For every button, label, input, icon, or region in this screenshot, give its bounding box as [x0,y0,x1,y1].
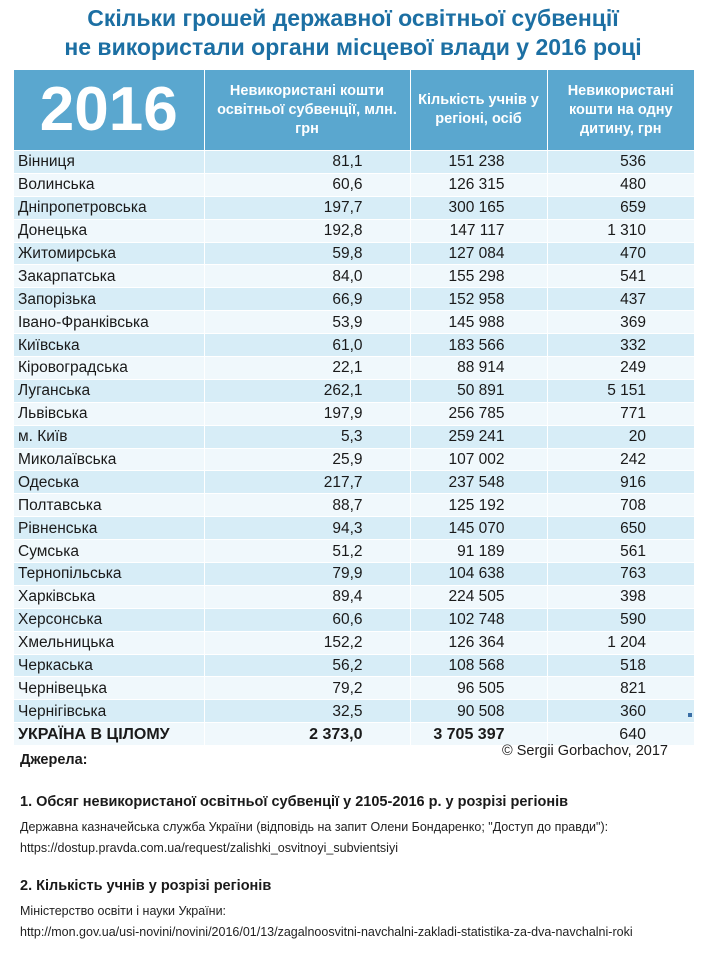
cell-per-child: 650 [547,517,694,540]
cell-unused: 81,1 [204,151,410,174]
cell-unused: 56,2 [204,654,410,677]
cell-per-child: 437 [547,288,694,311]
cell-region: УКРАЇНА В ЦІЛОМУ [14,723,204,745]
cell-region: Житомирська [14,242,204,265]
page-title [0,4,706,62]
table-row [14,540,694,563]
cell-region: Івано-Франківська [14,311,204,334]
cell-students: 147 117 [410,219,547,242]
cell-unused: 25,9 [204,448,410,471]
cell-students: 96 505 [410,677,547,700]
cell-students: 259 241 [410,425,547,448]
cell-per-child: 640 [547,723,694,745]
cell-per-child: 771 [547,402,694,425]
cell-per-child: 659 [547,196,694,219]
table-total-row [14,723,694,745]
column-header-unused: Невикористані кошти освітньої субвенції, млн. грн [204,70,410,151]
cell-unused: 22,1 [204,357,410,380]
cell-region: Чернівецька [14,677,204,700]
cell-region: Вінниця [14,151,204,174]
table-row [14,654,694,677]
table-row [14,196,694,219]
cell-region: Донецька [14,219,204,242]
cell-unused: 79,9 [204,563,410,586]
cell-students: 237 548 [410,471,547,494]
cell-region: Кіровоградська [14,357,204,380]
cell-per-child: 5 151 [547,379,694,402]
column-header-per-child: Невикористані кошти на одну дитину, грн [547,70,694,151]
cell-per-child: 536 [547,151,694,174]
cell-region: Дніпропетровська [14,196,204,219]
cell-per-child: 480 [547,173,694,196]
cell-students: 125 192 [410,494,547,517]
cell-region: Миколаївська [14,448,204,471]
cell-students: 145 988 [410,311,547,334]
cell-region: Харківська [14,585,204,608]
cell-unused: 217,7 [204,471,410,494]
cell-unused: 197,7 [204,196,410,219]
cell-region: Хмельницька [14,631,204,654]
column-header-students: Кількість учнів у регіоні, осіб [410,70,547,151]
cell-students: 3 705 397 [410,723,547,745]
table-row [14,700,694,723]
table-row [14,379,694,402]
table-body [14,151,694,746]
cell-per-child: 708 [547,494,694,517]
table-row [14,311,694,334]
table-row [14,425,694,448]
table-row [14,357,694,380]
cell-per-child: 1 310 [547,219,694,242]
cell-students: 127 084 [410,242,547,265]
table-row [14,402,694,425]
cell-region: Полтавська [14,494,204,517]
cell-students: 145 070 [410,517,547,540]
cell-region: Тернопільська [14,563,204,586]
cell-students: 126 315 [410,173,547,196]
cell-students: 102 748 [410,608,547,631]
source-2-link[interactable]: http://mon.gov.ua/usi-novini/novini/2016/01/13/zagalnoosvitni-navchalni-zakladi-statistika-za-dva-navchalni-roki [20,925,633,939]
source-1-link[interactable]: https://dostup.pravda.com.ua/request/zalishki_osvitnoyi_subvientsiyi [20,841,398,855]
cell-unused: 66,9 [204,288,410,311]
cell-per-child: 590 [547,608,694,631]
table-row [14,677,694,700]
cell-students: 183 566 [410,334,547,357]
cell-per-child: 369 [547,311,694,334]
cell-region: Львівська [14,402,204,425]
cell-region: Київська [14,334,204,357]
cell-per-child: 561 [547,540,694,563]
cell-students: 155 298 [410,265,547,288]
table-row [14,334,694,357]
cell-per-child: 249 [547,357,694,380]
table-row [14,563,694,586]
cell-students: 256 785 [410,402,547,425]
cell-students: 104 638 [410,563,547,586]
cell-unused: 60,6 [204,173,410,196]
cell-students: 108 568 [410,654,547,677]
cell-per-child: 360 [547,700,694,723]
cell-unused: 88,7 [204,494,410,517]
cell-unused: 5,3 [204,425,410,448]
table-row [14,585,694,608]
cell-students: 91 189 [410,540,547,563]
table-row [14,631,694,654]
title-line-2: не використали органи місцевої влади у 2016 році [64,34,642,60]
cell-unused: 94,3 [204,517,410,540]
data-table [14,70,694,745]
cell-per-child: 470 [547,242,694,265]
cell-per-child: 398 [547,585,694,608]
cell-per-child: 1 204 [547,631,694,654]
cell-students: 152 958 [410,288,547,311]
sources-label: Джерела: [20,752,88,768]
title-line-1: Скільки грошей державної освітньої субвенції [87,5,619,31]
cell-unused: 192,8 [204,219,410,242]
cell-per-child: 332 [547,334,694,357]
cell-unused: 197,9 [204,402,410,425]
cell-region: Рівненська [14,517,204,540]
cell-per-child: 763 [547,563,694,586]
table-row [14,471,694,494]
source-1-heading: 1. Обсяг невикористаної освітньої субвенції у 2105-2016 р. у розрізі регіонів [20,794,569,810]
year-label: 2016 [14,70,204,151]
cell-region: Одеська [14,471,204,494]
cell-unused: 61,0 [204,334,410,357]
cell-unused: 51,2 [204,540,410,563]
cell-unused: 60,6 [204,608,410,631]
cell-unused: 53,9 [204,311,410,334]
cell-students: 126 364 [410,631,547,654]
cell-students: 300 165 [410,196,547,219]
cell-students: 107 002 [410,448,547,471]
cell-region: Запорізька [14,288,204,311]
table-header-row [14,70,694,151]
table-row [14,173,694,196]
cell-unused: 32,5 [204,700,410,723]
table-row [14,517,694,540]
source-1-line-1: Державна казначейська служба України (відповідь на запит Олени Бондаренко; "Доступ до правди"): [20,820,609,834]
cell-students: 50 891 [410,379,547,402]
table-row [14,219,694,242]
cell-per-child: 518 [547,654,694,677]
cell-students: 88 914 [410,357,547,380]
table-row [14,494,694,517]
cell-per-child: 242 [547,448,694,471]
cell-region: Волинська [14,173,204,196]
copyright: © Sergii Gorbachov, 2017 [502,743,668,759]
cell-unused: 79,2 [204,677,410,700]
cell-unused: 89,4 [204,585,410,608]
corner-marker [688,713,692,717]
cell-region: Херсонська [14,608,204,631]
cell-region: Луганська [14,379,204,402]
cell-unused: 262,1 [204,379,410,402]
cell-region: Чернігівська [14,700,204,723]
cell-region: м. Київ [14,425,204,448]
cell-unused: 152,2 [204,631,410,654]
cell-per-child: 916 [547,471,694,494]
cell-per-child: 20 [547,425,694,448]
cell-students: 90 508 [410,700,547,723]
cell-per-child: 541 [547,265,694,288]
table-row [14,448,694,471]
table-row [14,265,694,288]
cell-unused: 84,0 [204,265,410,288]
table-row [14,151,694,174]
cell-unused: 59,8 [204,242,410,265]
source-2-heading: 2. Кількість учнів у розрізі регіонів [20,878,272,894]
table-row [14,608,694,631]
cell-per-child: 821 [547,677,694,700]
cell-region: Сумська [14,540,204,563]
cell-region: Черкаська [14,654,204,677]
cell-students: 224 505 [410,585,547,608]
cell-unused: 2 373,0 [204,723,410,745]
cell-region: Закарпатська [14,265,204,288]
cell-students: 151 238 [410,151,547,174]
source-2-line-1: Міністерство освіти і науки України: [20,904,227,918]
table-row [14,288,694,311]
table-row [14,242,694,265]
